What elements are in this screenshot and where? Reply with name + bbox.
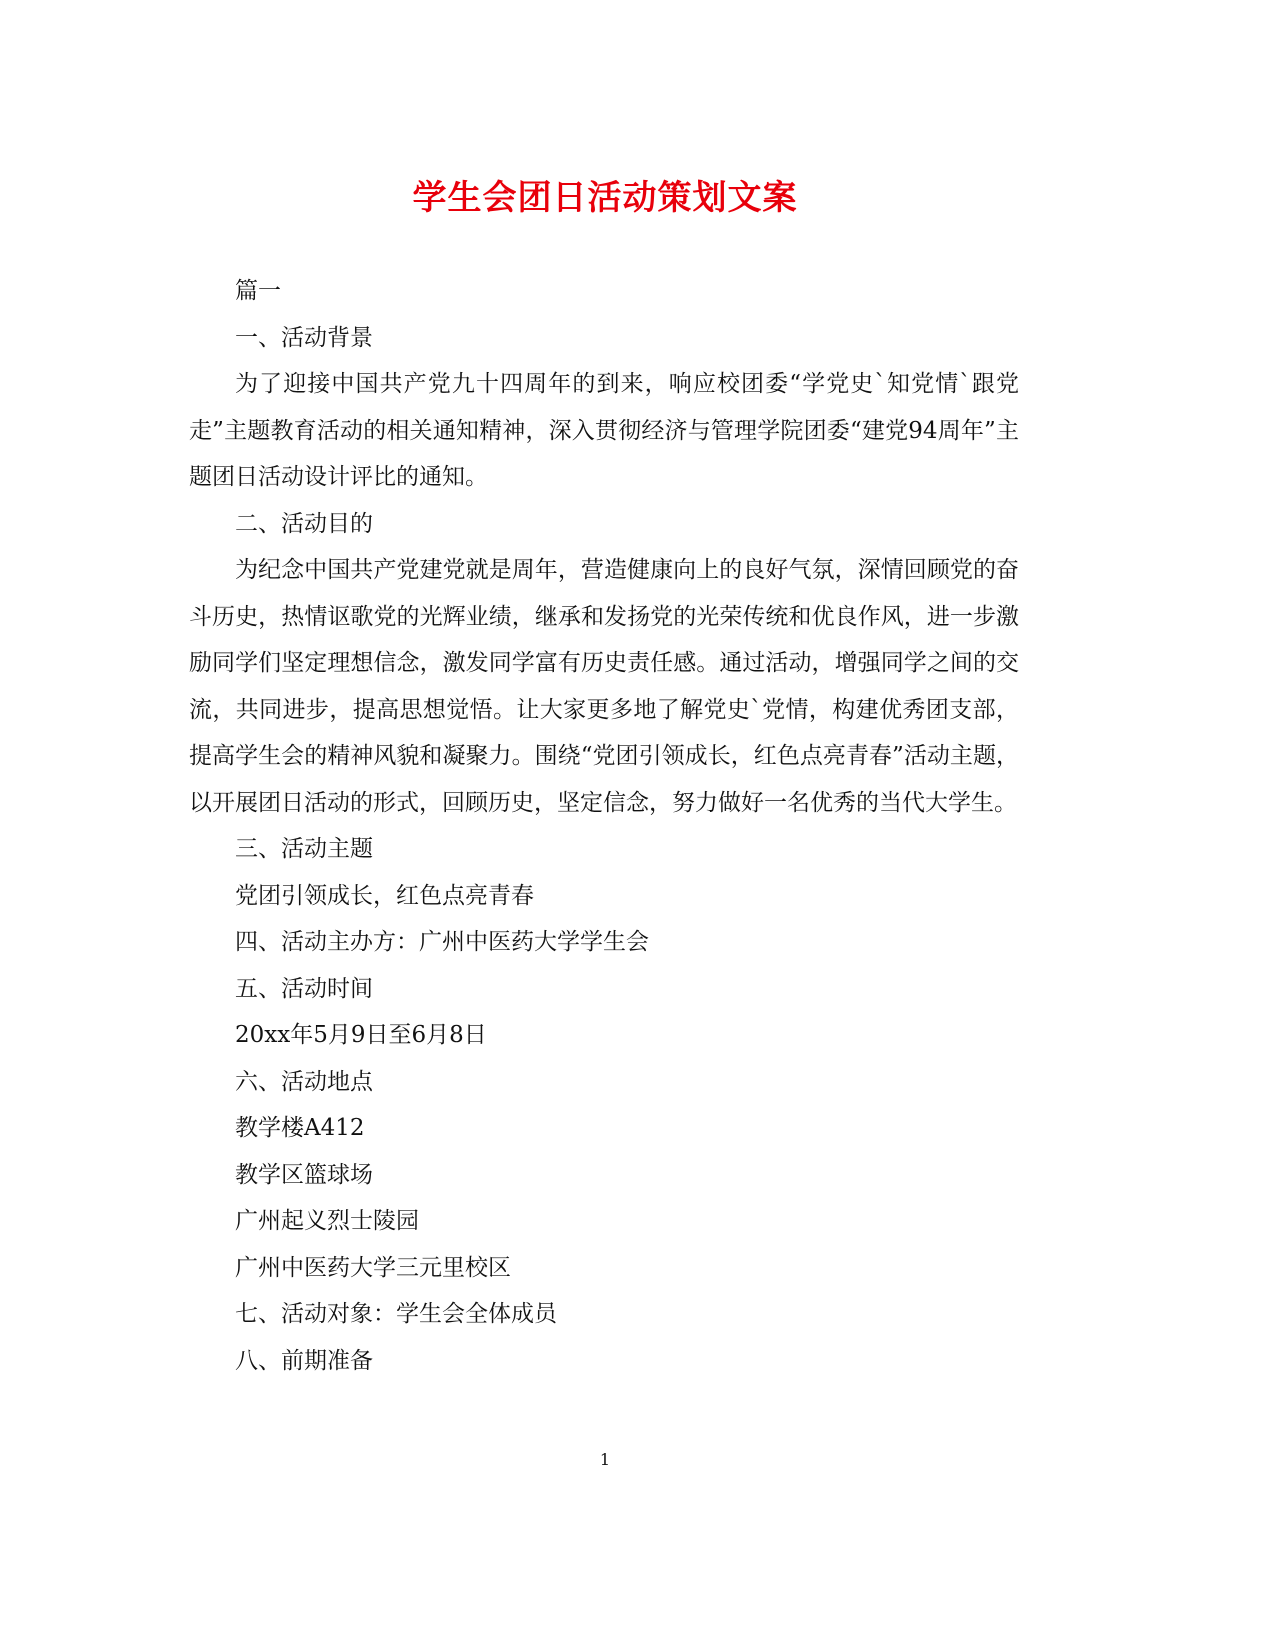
- heading-activity-background: 一、活动背景: [235, 324, 373, 351]
- paragraph-activity-theme: 党团引领成长，红色点亮青春: [235, 882, 534, 909]
- section-label-pian-yi: 篇一: [235, 278, 281, 304]
- heading-activity-time: 五、活动时间: [235, 975, 373, 1002]
- heading-activity-participants: 七、活动对象：学生会全体成员: [235, 1301, 557, 1327]
- heading-activity-organizer: 四、活动主办方：广州中医药大学学生会: [235, 929, 649, 955]
- location-item: 广州起义烈士陵园: [235, 1208, 419, 1234]
- location-item: 教学区篮球场: [235, 1161, 373, 1188]
- paragraph-activity-time: 20xx年5月9日至6月8日: [235, 1022, 487, 1048]
- paragraph-activity-background: 为了迎接中国共产党九十四周年的到来，响应校团委“学党史`知党情`跟党走”主题教育活动的相关通知精神，深入贯彻经济与管理学院团委“建党94周年”主题团日活动设计评比的通知。: [189, 371, 1019, 490]
- document-body: [189, 268, 1019, 1384]
- page-number: 1: [599, 1450, 611, 1469]
- heading-activity-theme: 三、活动主题: [235, 836, 373, 862]
- document-title: 学生会团日活动策划文案: [412, 178, 798, 218]
- paragraph-activity-purpose: 为纪念中国共产党建党就是周年，营造健康向上的良好气氛，深情回顾党的奋斗历史，热情讴歌党的光辉业绩，继承和发扬党的光荣传统和优良作风，进一步激励同学们坚定理想信念，激发同学富有历史责任感。通过活动，增强同学之间的交流，共同进步，提高思想觉悟。让大家更多地了解党史`党情，构建优秀团支部，提高学生会的精神风貌和凝聚力。围绕“党团引领成长，红色点亮青春”活动主题，以开展团日活动的形式，回顾历史，坚定信念，努力做好一名优秀的当代大学生。: [189, 557, 1019, 816]
- heading-activity-purpose: 二、活动目的: [235, 510, 373, 537]
- heading-activity-location: 六、活动地点: [235, 1068, 373, 1095]
- location-item: 教学楼A412: [235, 1115, 365, 1141]
- heading-preparation: 八、前期准备: [235, 1347, 373, 1374]
- location-item: 广州中医药大学三元里校区: [235, 1254, 511, 1281]
